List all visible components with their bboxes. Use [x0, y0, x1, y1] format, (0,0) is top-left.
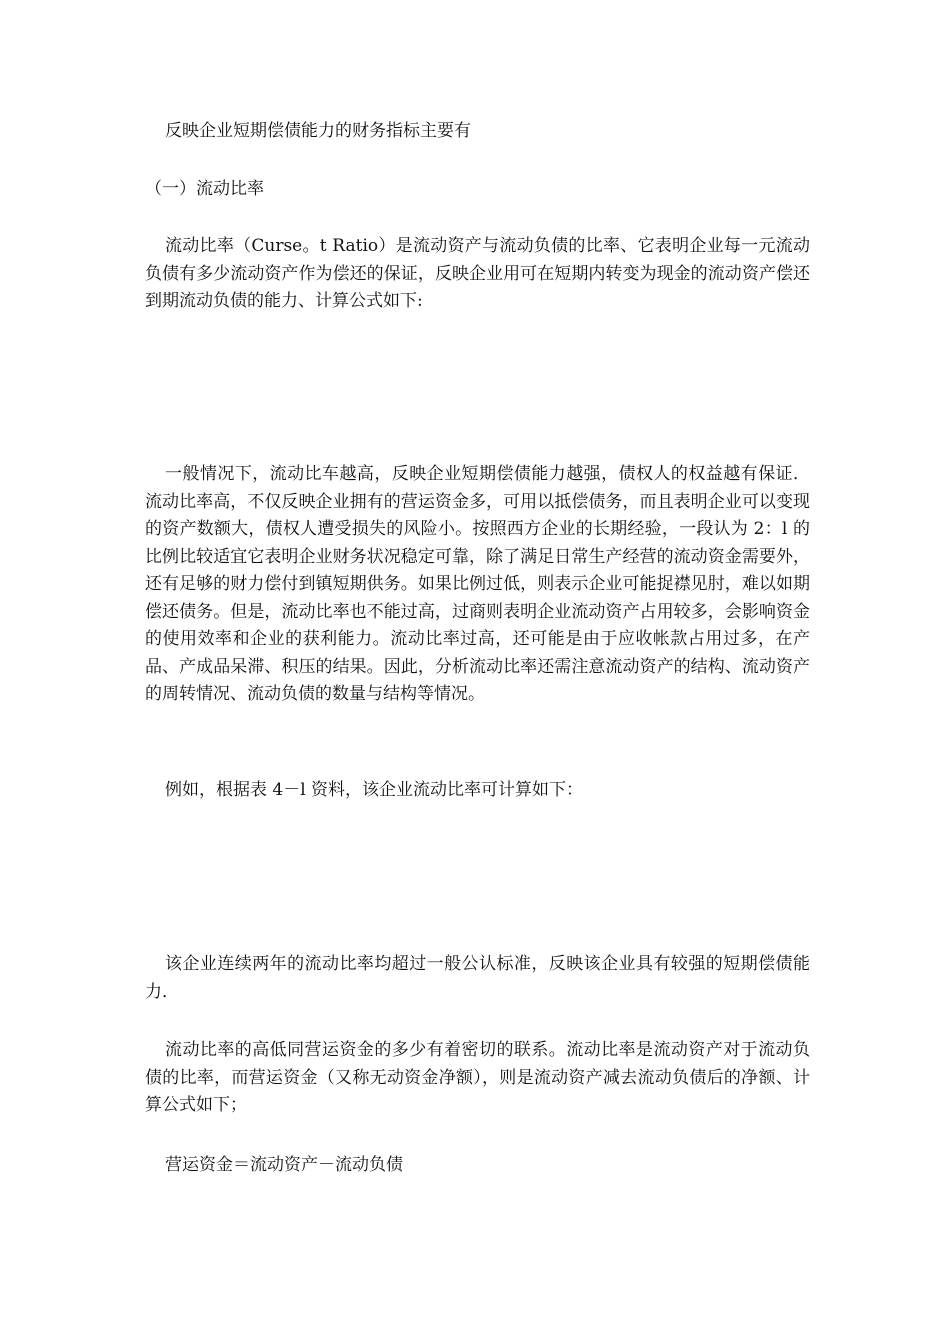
example-paragraph: 例如，根据表 4－l 资料，该企业流动比率可计算如下： [165, 780, 584, 800]
conclusion-paragraph: 该企业连续两年的流动比率均超过一般公认标准，反映该企业具有较强的短期偿债能力． [145, 954, 810, 1002]
current-ratio-definition-paragraph: 流动比率（Curse。t Ratio）是流动资产与流动负债的比率、它表明企业每一元流动负债有多少流动资产作为偿还的保证，反映企业用可在短期内转变为现金的流动资产偿还到期流动负债的能力、计算公式如下: [145, 236, 810, 311]
intro-paragraph: 反映企业短期偿债能力的财务指标主要有 [165, 121, 471, 141]
working-capital-paragraph: 流动比率的高低同营运资金的多少有着密切的联系。流动比率是流动资产对于流动负债的比率，而营运资金（又称无动资金净额），则是流动资产减去流动负债后的净额、计算公式如下； [145, 1040, 810, 1115]
section-heading-current-ratio: （一）流动比率 [145, 179, 264, 199]
working-capital-formula: 营运资金＝流动资产－流动负债 [165, 1155, 403, 1175]
current-ratio-explanation-paragraph: 一般情况下，流动比车越高，反映企业短期偿债能力越强，债权人的权益越有保证．流动比率高，不仅反映企业拥有的营运资金多，可用以抵偿债务，而且表明企业可以变现的资产数额大，债权人遭受损失的风险小。按照西方企业的长期经验，一段认为 2：l 的比例比较适宜它表明企业财务状况稳定可靠，除了满足日常生产经营的流动资金需要外，还有足够的财力偿付到镇短期供务。如果比例过低，则表示企业可能捉襟见肘，难以如期偿还债务。但是，流动比率也不能过高，过商则表明企业流动资产占用较多，会影响资金的使用效率和企业的获利能力。流动比率过高，还可能是由于应收帐款占用过多，在产品、产成品呆滞、积压的结果。因此，分析流动比率还需注意流动资产的结构、流动资产的周转情况、流动负债的数量与结构等情况。 [145, 464, 810, 704]
